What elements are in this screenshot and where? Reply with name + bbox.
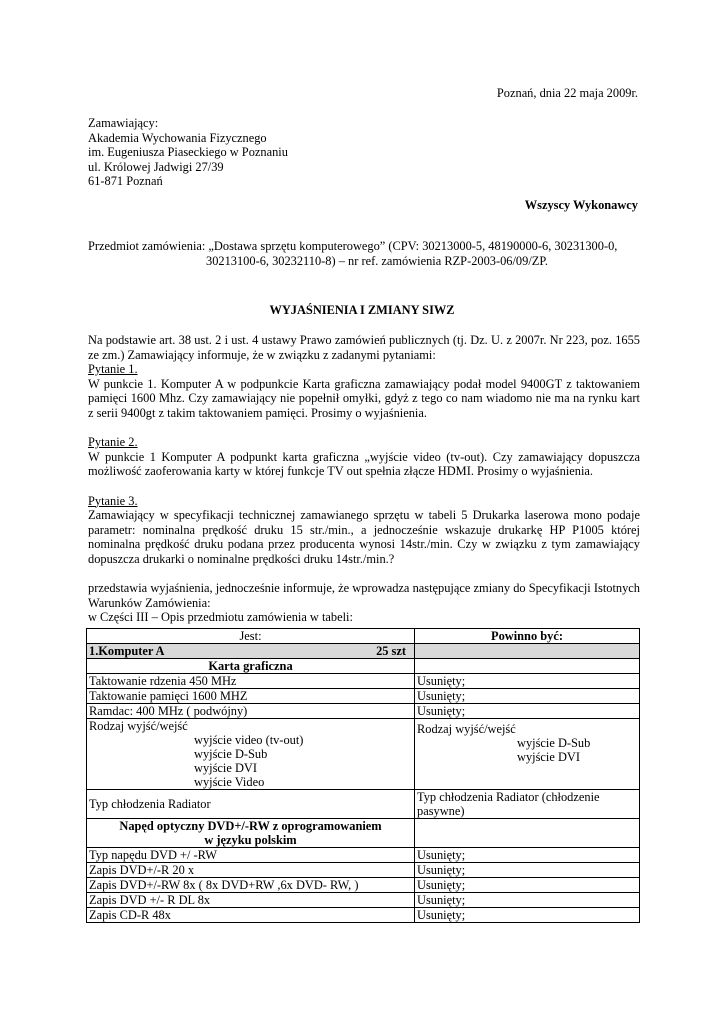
powinno-cell: Typ chłodzenia Radiator (chłodzenie pasywne) [415,790,640,819]
outputs-label: Rodzaj wyjść/wejść [417,722,516,736]
table-row [87,689,640,704]
column-header-powinno: Powinno być: [415,629,640,644]
question-label: Pytanie 3. [88,493,138,508]
item-cell [87,644,415,659]
item-name: 1.Komputer A [89,644,165,658]
powinno-cell: Usunięty; [415,908,640,923]
jest-cell: Zapis DVD+/-R 20 x [87,863,415,878]
item-row [87,644,640,659]
powinno-cell: Usunięty; [415,878,640,893]
powinno-cell: Usunięty; [415,674,640,689]
powinno-cell: Usunięty; [415,704,640,719]
section-title: Karta graficzna [87,659,415,674]
empty-cell [415,644,640,659]
table-row [87,878,640,893]
section-row [87,819,640,848]
subject-line: Przedmiot zamówienia: „Dostawa sprzętu komputerowego” (CPV: 30213000-5, 48190000-6, 30231300-0, [88,239,618,253]
address-line: im. Eugeniusza Piaseckiego w Poznaniu [88,145,288,160]
output-item: wyjście video (tv-out) [194,733,304,747]
empty-cell [415,819,640,848]
address-line: ul. Królowej Jadwigi 27/39 [88,159,224,174]
changes-table [86,628,640,923]
column-header-jest: Jest: [87,629,415,644]
recipients: Wszyscy Wykonawcy [524,198,638,212]
jest-cell: Zapis DVD+/-RW 8x ( 8x DVD+RW ,6x DVD- RW, ) [87,878,415,893]
powinno-cell [415,719,640,790]
output-item: wyjście DVI [517,750,580,764]
powinno-cell: Usunięty; [415,893,640,908]
outputs-label: Rodzaj wyjść/wejść [89,719,188,733]
section-title [87,819,415,848]
jest-cell: Zapis CD-R 48x [87,908,415,923]
closing-paragraph: przedstawia wyjaśnienia, jednocześnie informuje, że wprowadza następujące zmiany do Specyfikacji Istotnych Warunków Zamówienia: [88,581,640,610]
jest-cell: Ramdac: 400 MHz ( podwójny) [87,704,415,719]
table-row [87,719,640,790]
question-text: Zamawiający w specyfikacji technicznej zamawianego sprzętu w tabeli 5 Drukarka laserowa mono podaje parametr: nominalna prędkość druku 15 str./min., a jednocześnie wskazuje drukarkę HP P1005 której nominalna prędkość druku podana przez producenta wynosi 14str./min. Czy w związku z tym zamawiający dopuszcza drukarki o nominalne prędkości druku 14str./min.? [88,508,640,566]
table-row [87,704,640,719]
address-line: Zamawiający: [88,116,159,130]
document-date: Poznań, dnia 22 maja 2009r. [496,86,638,100]
powinno-cell: Usunięty; [415,689,640,704]
table-row [87,893,640,908]
question-label: Pytanie 2. [88,435,138,450]
contracting-authority-address [88,116,288,189]
jest-cell: Taktowanie pamięci 1600 MHZ [87,689,415,704]
section-row [87,659,640,674]
section-title-line: Napęd optyczny DVD+/-RW z oprogramowaniem [119,819,382,833]
powinno-cell: Usunięty; [415,848,640,863]
jest-cell [87,790,415,819]
address-line: 61-871 Poznań [88,174,163,189]
section-title-line: w języku polskim [204,833,297,847]
table-row [87,790,640,819]
item-quantity: 25 szt [376,644,406,658]
subject [88,239,640,268]
table-row [87,848,640,863]
address-line: Akademia Wychowania Fizycznego [88,130,267,145]
cooling-text: Typ chłodzenia Radiator [89,797,211,811]
table-row [87,674,640,689]
table-row [87,908,640,923]
table-header-row [87,629,640,644]
output-item: wyjście DVI [194,761,257,775]
jest-cell: Zapis DVD +/- R DL 8x [87,893,415,908]
document-body [88,333,640,625]
question-text: W punkcie 1 Komputer A podpunkt karta graficzna „wyjście video (tv-out). Czy zamawiający dopuszcza możliwość zaoferowania karty w której funkcje TV out spełnia złącze HDMI. Prosimy o wyjaśnienia. [88,449,640,479]
empty-cell [415,659,640,674]
document-heading: WYJAŚNIENIA I ZMIANY SIWZ [269,303,455,317]
intro-paragraph: Na podstawie art. 38 ust. 2 i ust. 4 ustawy Prawo zamówień publicznych (tj. Dz. U. z 2007r. Nr 223, poz. 1655 ze zm.) Zamawiający informuje, że w związku z zadanymi pytaniami: [88,333,640,362]
output-item: wyjście D-Sub [194,747,268,761]
subject-line: 30213100-6, 30232110-8) – nr ref. zamówienia RZP-2003-06/09/ZP. [206,253,548,268]
section-reference: w Części III – Opis przedmiotu zamówienia w tabeli: [88,610,353,625]
question-text: W punkcie 1. Komputer A w podpunkcie Karta graficzna zamawiający podał model 9400GT z taktowaniem pamięci 1600 Mhz. Czy zamawiający nie popełnił omyłki, gdyż z tego co nam wiadomo nie ma na rynku kart z serii 9400gt z takim taktowaniem pamięci. Prosimy o wyjaśnienia. [88,376,640,420]
question-label: Pytanie 1. [88,362,138,377]
table-row [87,863,640,878]
jest-cell [87,719,415,790]
output-item: wyjście Video [194,775,265,789]
powinno-cell: Usunięty; [415,863,640,878]
jest-cell: Typ napędu DVD +/ -RW [87,848,415,863]
jest-cell: Taktowanie rdzenia 450 MHz [87,674,415,689]
output-item: wyjście D-Sub [517,736,591,750]
